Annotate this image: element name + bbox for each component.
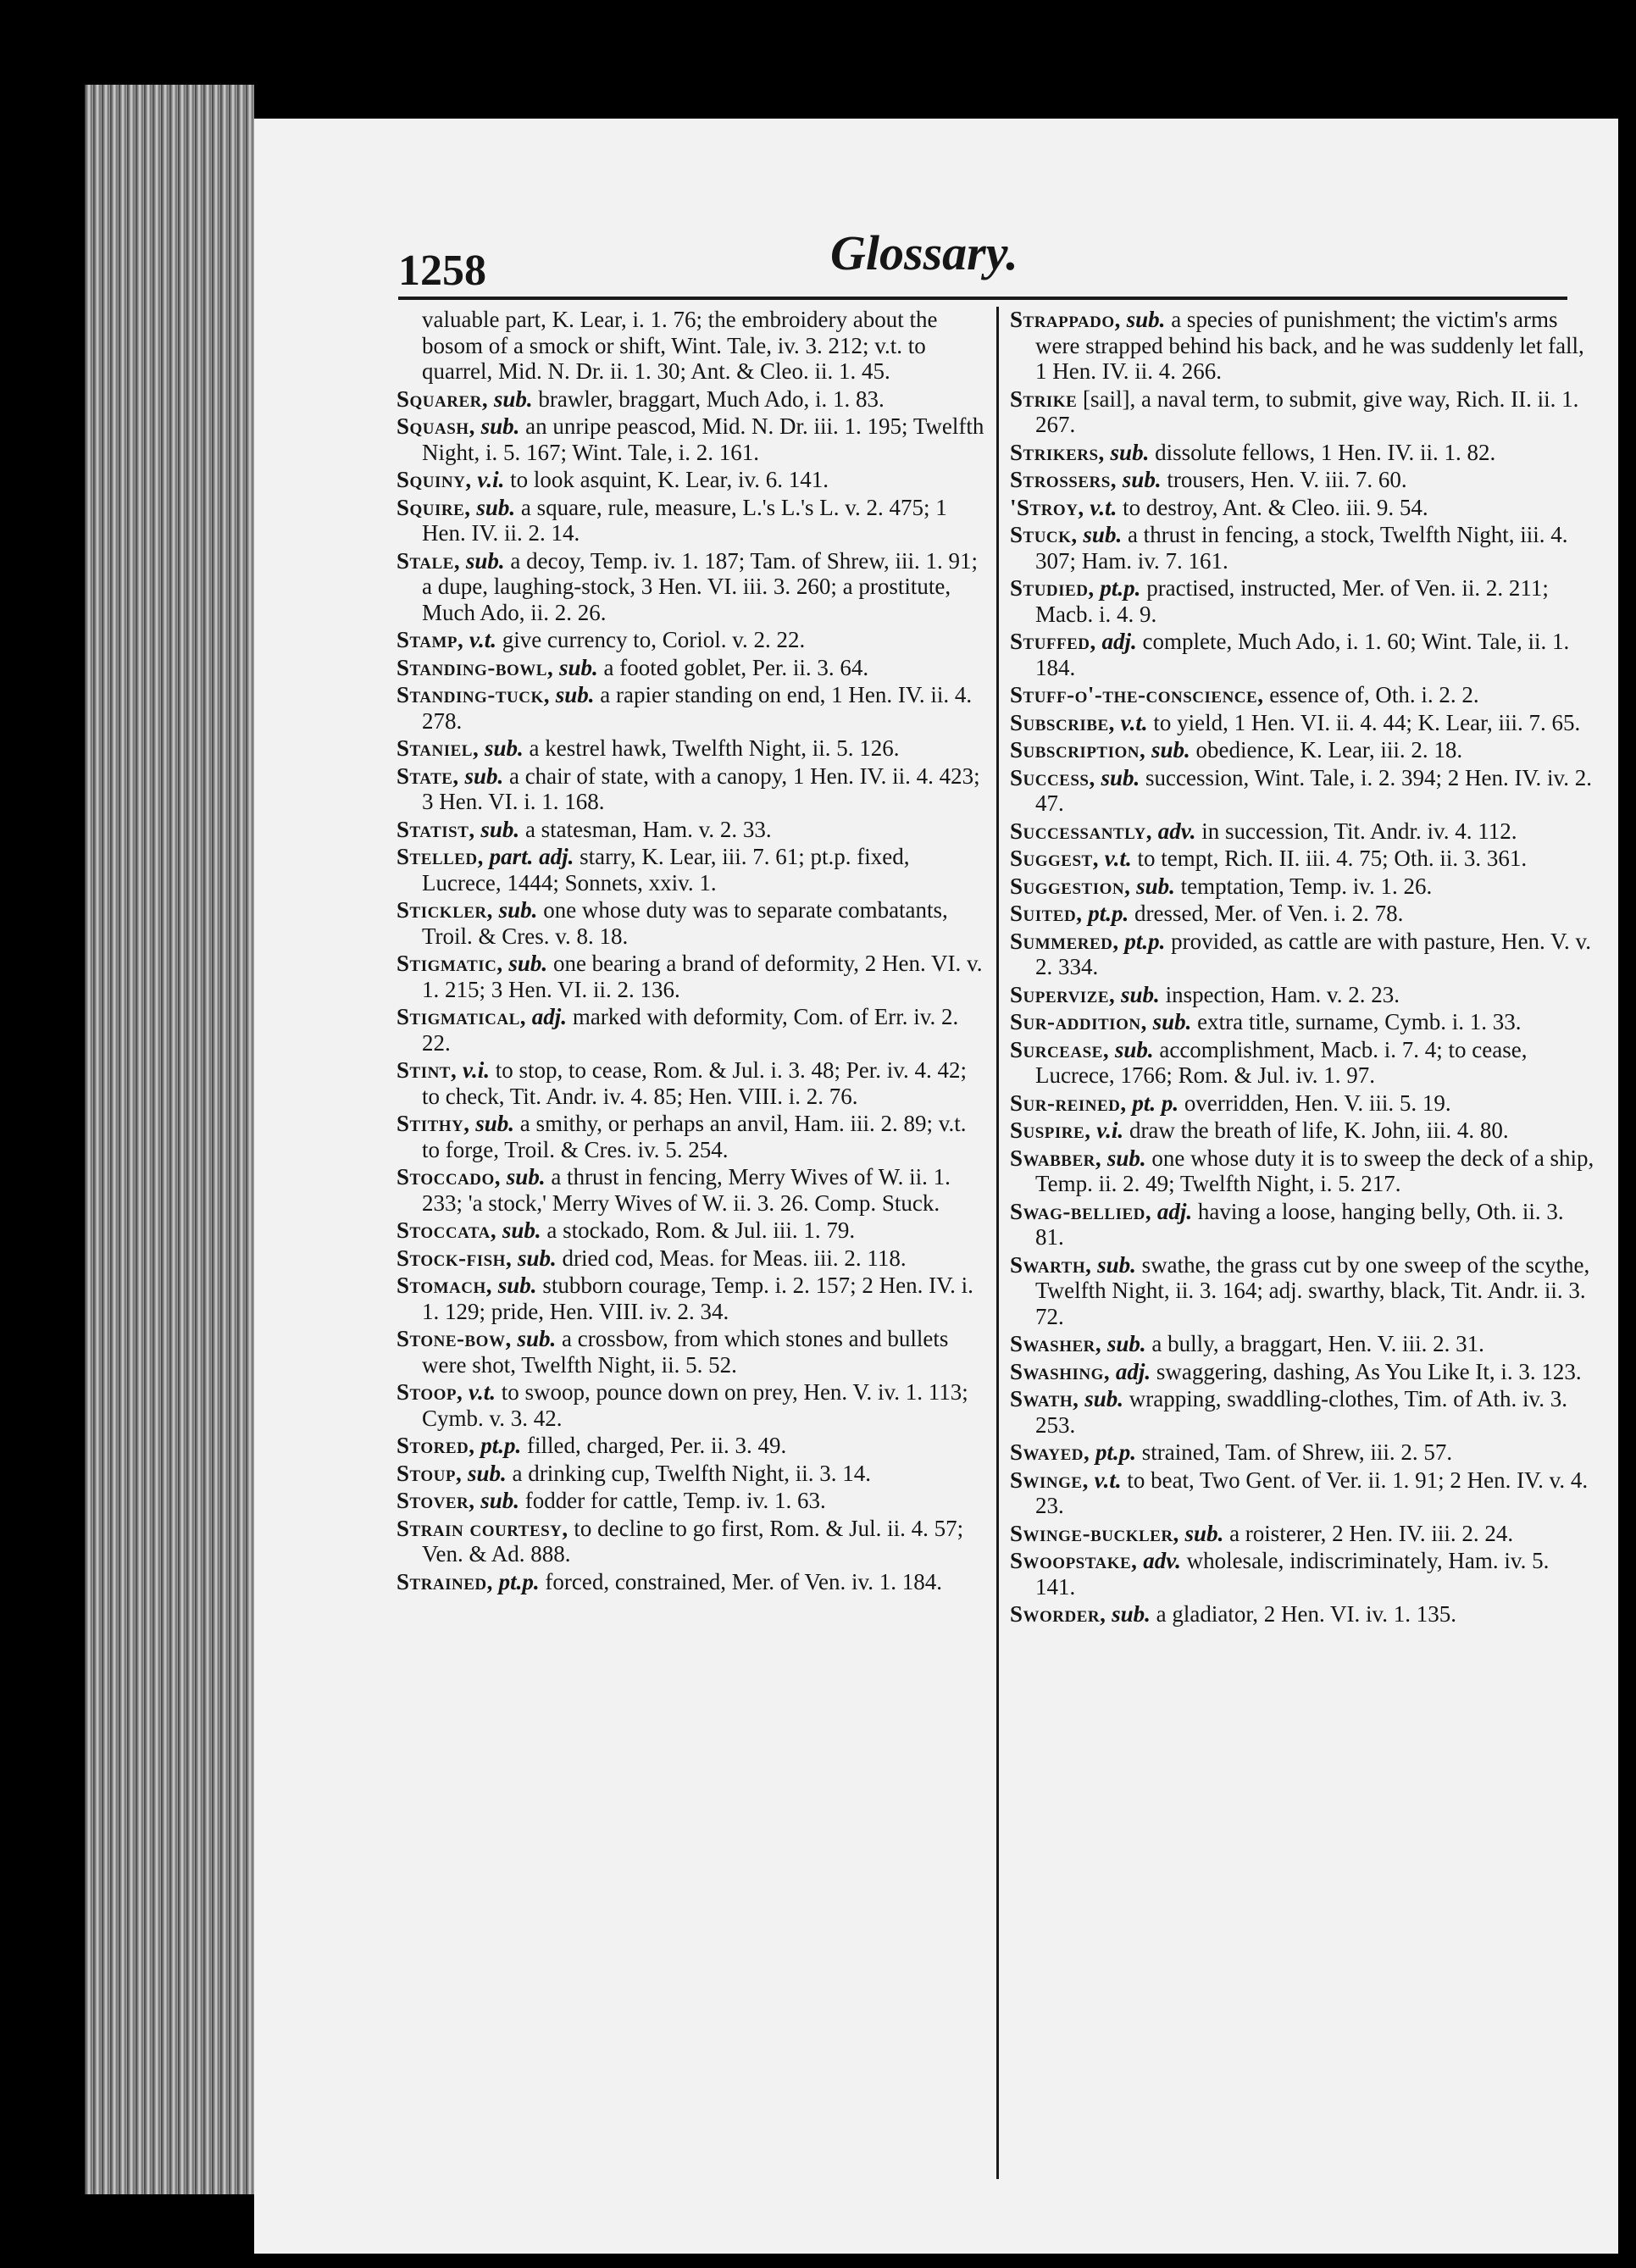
entry-headword: Sur-addition, <box>1010 1009 1147 1034</box>
entry-definition: to swoop, pounce down on prey, Hen. V. iv. 1. 113; Cymb. v. 3. 42. <box>422 1379 968 1431</box>
entry-definition: a statesman, Ham. v. 2. 33. <box>524 816 772 842</box>
entry-definition: to decline to go first, Rom. & Jul. ii. 4. 57; Ven. & Ad. 888. <box>422 1515 964 1567</box>
entry-definition: brawler, braggart, Much Ado, i. 1. 83. <box>538 385 885 412</box>
entry-part-of-speech: sub. <box>1106 1145 1146 1171</box>
entry-part-of-speech: sub. <box>1121 981 1160 1007</box>
entry-definition: trousers, Hen. V. iii. 7. 60. <box>1167 467 1407 492</box>
glossary-entry <box>397 897 990 949</box>
entry-definition: dried cod, Meas. for Meas. iii. 2. 118. <box>562 1245 907 1271</box>
entry-headword: Stomach, <box>397 1273 493 1298</box>
entry-headword: Surcease, <box>1010 1036 1110 1062</box>
entry-part-of-speech: sub. <box>1126 307 1166 332</box>
entry-definition: to beat, Two Gent. of Ver. ii. 1. 91; 2 Hen. IV. v. 4. 23. <box>1035 1467 1589 1518</box>
glossary-entry <box>1010 1252 1594 1330</box>
entry-headword: Squiny, <box>397 467 472 492</box>
glossary-entry <box>1010 575 1594 627</box>
entry-part-of-speech: sub. <box>464 762 504 789</box>
page-number: 1258 <box>398 247 486 295</box>
entry-definition: a footed goblet, Per. ii. 3. 64. <box>603 654 869 680</box>
entry-headword: Stoup, <box>397 1460 463 1486</box>
entry-part-of-speech: pt.p. <box>498 1568 540 1594</box>
entry-part-of-speech: pt.p. <box>1095 1439 1137 1465</box>
glossary-entry <box>1010 710 1594 736</box>
entry-headword: Stigmatical, <box>397 1004 527 1029</box>
entry-part-of-speech: adj. <box>531 1004 568 1029</box>
entry-headword: Swinge, <box>1010 1467 1089 1493</box>
glossary-entry <box>397 844 990 896</box>
entry-definition: a square, rule, measure, L.'s L.'s L. v. 2. 475; 1 Hen. IV. ii. 2. 14. <box>422 494 947 546</box>
entry-definition: filled, charged, Per. ii. 3. 49. <box>527 1433 787 1458</box>
entry-headword: Swasher, <box>1010 1331 1102 1356</box>
entry-part-of-speech: sub. <box>497 1273 537 1298</box>
glossary-entry <box>397 467 990 493</box>
entry-part-of-speech: sub. <box>484 735 524 761</box>
entry-part-of-speech: sub. <box>480 1488 520 1513</box>
glossary-entry <box>1010 1009 1594 1035</box>
entry-headword: Swarth, <box>1010 1251 1092 1278</box>
entry-definition: a chair of state, with a canopy, 1 Hen. IV. ii. 4. 423; 3 Hen. VI. i. 1. 168. <box>422 762 980 814</box>
entry-part-of-speech: v.i. <box>1096 1117 1124 1143</box>
entry-definition: marked with deformity, Com. of Err. iv. 2. 22. <box>422 1004 959 1056</box>
entry-definition: a rapier standing on end, 1 Hen. IV. ii. 4. 278. <box>422 682 973 734</box>
entry-definition: forced, constrained, Mer. of Ven. iv. 1. 184. <box>545 1568 943 1594</box>
glossary-entry <box>397 495 990 546</box>
entry-part-of-speech: sub. <box>1136 873 1175 899</box>
entry-definition: a roisterer, 2 Hen. IV. iii. 2. 24. <box>1229 1520 1514 1546</box>
entry-headword: State, <box>397 762 459 789</box>
entry-part-of-speech: sub. <box>558 654 598 680</box>
glossary-entry <box>397 1569 990 1595</box>
entry-part-of-speech: v.t. <box>469 627 497 652</box>
entry-definition: practised, instructed, Mer. of Ven. ii. 2. 211; Macb. i. 4. 9. <box>1035 575 1549 627</box>
entry-headword: Stuff-o'-the-conscience, <box>1010 682 1264 707</box>
entry-part-of-speech: sub. <box>517 1326 557 1351</box>
entry-definition: valuable part, K. Lear, i. 1. 76; the embroidery about the bosom of a smock or shift, Wint. Tale, iv. 3. 212; v.t. to quarrel, Mid. N. Dr. ii. 1. 30; Ant. & Cleo. ii. 1. 45. <box>422 307 938 384</box>
entry-headword: Squire, <box>397 494 471 520</box>
glossary-entry <box>1010 307 1594 385</box>
glossary-entry <box>1010 873 1594 900</box>
entry-headword: Stickler, <box>397 897 493 923</box>
entry-part-of-speech: adj. <box>1115 1358 1151 1384</box>
entry-headword: Swoopstake, <box>1010 1548 1138 1573</box>
entry-definition: one whose duty was to separate combatants, Troil. & Cres. v. 8. 18. <box>422 897 948 949</box>
glossary-entry <box>397 655 990 681</box>
glossary-entry <box>397 1245 990 1272</box>
glossary-entry <box>1010 1359 1594 1385</box>
entry-definition: succession, Wint. Tale, i. 2. 394; 2 Hen. IV. iv. 2. 47. <box>1035 764 1593 816</box>
entry-part-of-speech: sub. <box>517 1245 557 1271</box>
entry-headword: Swashing, <box>1010 1358 1111 1384</box>
entry-definition: draw the breath of life, K. John, iii. 4. 80. <box>1129 1117 1509 1143</box>
glossary-entry <box>1010 765 1594 817</box>
entry-definition: to destroy, Ant. & Cleo. iii. 9. 54. <box>1123 494 1428 520</box>
entry-headword: Stock-fish, <box>397 1245 513 1271</box>
glossary-entry <box>1010 495 1594 521</box>
glossary-entry <box>1010 1439 1594 1466</box>
entry-part-of-speech: v.t. <box>1094 1467 1122 1493</box>
entry-definition: give currency to, Coriol. v. 2. 22. <box>502 627 806 652</box>
glossary-entry <box>1010 1117 1594 1144</box>
entry-headword: Statist, <box>397 816 475 842</box>
entry-headword: Stoccado, <box>397 1164 502 1189</box>
column-divider <box>996 307 999 2179</box>
entry-definition: [sail], a naval term, to submit, give way, Rich. II. ii. 1. 267. <box>1035 385 1579 437</box>
entry-headword: Successantly, <box>1010 818 1153 844</box>
entry-part-of-speech: adj. <box>1101 629 1137 654</box>
entry-headword: Squash, <box>397 413 475 439</box>
entry-definition: a thrust in fencing, Merry Wives of W. ii. 1. 233; 'a stock,' Merry Wives of W. ii. 3. 26. Comp. Stuck. <box>422 1164 951 1216</box>
glossary-entry <box>397 951 990 1002</box>
glossary-entry <box>397 1326 990 1378</box>
entry-part-of-speech: sub. <box>1114 1036 1154 1062</box>
glossary-entry <box>1010 467 1594 493</box>
glossary-entry <box>1010 1467 1594 1519</box>
entry-part-of-speech: v.t. <box>1120 709 1148 735</box>
entry-headword: Swath, <box>1010 1386 1079 1411</box>
entry-definition: complete, Much Ado, i. 1. 60; Wint. Tale, ii. 1. 184. <box>1035 629 1570 680</box>
entry-part-of-speech: sub. <box>555 682 595 707</box>
right-column <box>1010 307 1594 1629</box>
glossary-entry <box>1010 1548 1594 1600</box>
entry-headword: Stone-bow, <box>397 1326 512 1351</box>
entry-definition: to yield, 1 Hen. VI. ii. 4. 44; K. Lear, iii. 7. 65. <box>1153 709 1581 735</box>
entry-headword: Swabber, <box>1010 1145 1102 1171</box>
glossary-entry <box>397 548 990 626</box>
entry-part-of-speech: part. adj. <box>489 844 574 869</box>
entry-headword: Suited, <box>1010 901 1083 926</box>
glossary-entry <box>397 1111 990 1162</box>
entry-part-of-speech: v.i. <box>477 467 505 492</box>
entry-definition: a decoy, Temp. iv. 1. 187; Tam. of Shrew, iii. 1. 91; a dupe, laughing-stock, 3 Hen. VI. iii. 3. 260; a prostitute, Much Ado, ii. 2. 26. <box>422 547 979 625</box>
glossary-entry <box>397 1057 990 1109</box>
entry-definition: a species of punishment; the victim's arms were strapped behind his back, and he was suddenly let fall, 1 Hen. IV. ii. 4. 266. <box>1035 307 1584 384</box>
entry-definition: provided, as cattle are with pasture, Hen. V. v. 2. 334. <box>1035 928 1592 979</box>
entry-part-of-speech: sub. <box>480 413 520 439</box>
entry-part-of-speech: sub. <box>1106 1331 1146 1356</box>
entry-part-of-speech: v.t. <box>1104 846 1132 871</box>
entry-definition: accomplishment, Macb. i. 7. 4; to cease, Lucrece, 1766; Rom. & Jul. iv. 1. 97. <box>1035 1036 1528 1088</box>
glossary-entry <box>397 1164 990 1216</box>
glossary-entry <box>1010 1145 1594 1197</box>
glossary-entry <box>1010 1331 1594 1357</box>
entry-definition: swaggering, dashing, As You Like It, i. 3. 123. <box>1156 1358 1582 1384</box>
entry-definition: to look asquint, K. Lear, iv. 6. 141. <box>510 467 829 492</box>
entry-part-of-speech: sub. <box>508 951 548 976</box>
entry-definition: fodder for cattle, Temp. iv. 1. 63. <box>524 1488 826 1513</box>
entry-headword: Standing-bowl, <box>397 654 554 680</box>
glossary-entry <box>1010 1601 1594 1628</box>
entry-part-of-speech: sub. <box>1122 467 1162 492</box>
book-page-edges <box>85 85 254 2194</box>
glossary-entry <box>1010 1521 1594 1547</box>
entry-part-of-speech: sub. <box>465 547 505 574</box>
entry-headword: Stoccata, <box>397 1217 497 1243</box>
entry-headword: Sworder, <box>1010 1601 1106 1627</box>
entry-definition: wholesale, indiscriminately, Ham. iv. 5. 141. <box>1035 1548 1550 1600</box>
entry-definition: a smithy, or perhaps an anvil, Ham. iii. 2. 89; v.t. to forge, Troil. & Cres. iv. 5. 254. <box>422 1111 967 1162</box>
entry-part-of-speech: sub. <box>502 1217 541 1243</box>
entry-definition: one bearing a brand of deformity, 2 Hen. VI. v. 1. 215; 3 Hen. VI. ii. 2. 136. <box>422 951 983 1002</box>
entry-definition: dissolute fellows, 1 Hen. IV. ii. 1. 82. <box>1155 439 1496 465</box>
entry-part-of-speech: v.i. <box>462 1057 490 1083</box>
entry-definition: wrapping, swaddling-clothes, Tim. of Ath. iv. 3. 253. <box>1035 1386 1567 1438</box>
entry-headword: Stover, <box>397 1488 475 1513</box>
entry-part-of-speech: sub. <box>480 816 520 842</box>
entry-headword: Strain courtesy, <box>397 1515 568 1541</box>
left-column <box>397 307 990 1596</box>
entry-headword: Stale, <box>397 547 461 574</box>
entry-part-of-speech: adj. <box>1156 1198 1193 1224</box>
entry-definition: essence of, Oth. i. 2. 2. <box>1269 682 1479 707</box>
entry-part-of-speech: v.t. <box>1090 494 1117 520</box>
entry-headword: Stored, <box>397 1433 475 1458</box>
entry-definition: starry, K. Lear, iii. 7. 61; pt.p. fixed, Lucrece, 1444; Sonnets, xxiv. 1. <box>422 844 910 896</box>
entry-definition: a bully, a braggart, Hen. V. iii. 2. 31. <box>1151 1331 1484 1356</box>
entry-definition: a stockado, Rom. & Jul. iii. 1. 79. <box>546 1217 856 1243</box>
entry-headword: Squarer, <box>397 385 489 412</box>
entry-definition: strained, Tam. of Shrew, iii. 2. 57. <box>1141 1439 1453 1465</box>
glossary-entry <box>1010 522 1594 574</box>
entry-definition: extra title, surname, Cymb. i. 1. 33. <box>1197 1009 1522 1034</box>
entry-headword: Strike <box>1010 385 1078 412</box>
glossary-entry <box>1010 982 1594 1008</box>
glossary-entry <box>397 627 990 653</box>
entry-part-of-speech: pt.p. <box>1100 575 1141 601</box>
entry-headword: Supervize, <box>1010 981 1116 1007</box>
entry-part-of-speech: sub. <box>1084 1386 1123 1411</box>
glossary-entry <box>397 386 990 413</box>
entry-part-of-speech: pt.p. <box>1088 901 1129 926</box>
glossary-entry <box>397 1488 990 1514</box>
entry-part-of-speech: sub. <box>1152 1009 1192 1034</box>
glossary-entry <box>397 1516 990 1567</box>
entry-part-of-speech: sub. <box>506 1164 546 1189</box>
entry-headword: Stoop, <box>397 1379 463 1405</box>
glossary-entry <box>1010 901 1594 927</box>
glossary-entry <box>1010 818 1594 845</box>
glossary-entry <box>397 1461 990 1487</box>
entry-headword: Sur-reined, <box>1010 1090 1127 1116</box>
entry-definition: obedience, K. Lear, iii. 2. 18. <box>1195 737 1463 762</box>
entry-part-of-speech: sub. <box>1110 439 1150 465</box>
entry-headword: Success, <box>1010 764 1095 790</box>
entry-part-of-speech: v.t. <box>469 1379 496 1405</box>
entry-headword: Subscribe, <box>1010 709 1115 735</box>
glossary-entry <box>397 817 990 843</box>
entry-headword: Staniel, <box>397 735 480 761</box>
entry-definition: a thrust in fencing, a stock, Twelfth Night, iii. 4. 307; Ham. iv. 7. 161. <box>1035 522 1568 574</box>
entry-headword: Studied, <box>1010 575 1095 601</box>
entry-headword: Swag-bellied, <box>1010 1198 1152 1224</box>
entry-headword: 'Stroy, <box>1010 494 1084 520</box>
entry-part-of-speech: pt.p. <box>480 1433 522 1458</box>
entry-headword: Strained, <box>397 1568 493 1594</box>
entry-part-of-speech: sub. <box>1151 737 1190 762</box>
entry-headword: Strossers, <box>1010 467 1117 492</box>
entry-part-of-speech: sub. <box>1101 764 1140 790</box>
entry-definition: having a loose, hanging belly, Oth. ii. 3. 81. <box>1035 1198 1564 1250</box>
entry-definition: overridden, Hen. V. iii. 5. 19. <box>1184 1090 1451 1116</box>
entry-headword: Strikers, <box>1010 439 1105 465</box>
glossary-entry <box>1010 440 1594 466</box>
entry-definition: a drinking cup, Twelfth Night, ii. 3. 14. <box>512 1460 872 1486</box>
glossary-entry <box>1010 386 1594 438</box>
entry-definition: to stop, to cease, Rom. & Jul. i. 3. 48; Per. iv. 4. 42; to check, Tit. Andr. iv. 4. 85; Hen. VIII. i. 2. 76. <box>422 1057 967 1109</box>
glossary-entry <box>397 763 990 815</box>
entry-definition: stubborn courage, Temp. i. 2. 157; 2 Hen. IV. i. 1. 129; pride, Hen. VIII. iv. 2. 34. <box>422 1273 973 1324</box>
glossary-entry <box>1010 1090 1594 1117</box>
entry-definition: to tempt, Rich. II. iii. 4. 75; Oth. ii. 3. 361. <box>1137 846 1528 871</box>
entry-headword: Suggest, <box>1010 846 1099 871</box>
glossary-entry <box>397 1004 990 1056</box>
entry-part-of-speech: sub. <box>475 1111 515 1136</box>
entry-headword: Subscription, <box>1010 737 1146 762</box>
entry-definition: a kestrel hawk, Twelfth Night, ii. 5. 126. <box>529 735 900 761</box>
entry-definition: one whose duty it is to sweep the deck of a ship, Temp. ii. 2. 49; Twelfth Night, i. 5. 217. <box>1035 1145 1594 1196</box>
entry-headword: Stint, <box>397 1057 458 1083</box>
entry-part-of-speech: sub. <box>1083 522 1123 547</box>
glossary-entry <box>1010 629 1594 680</box>
glossary-entry <box>1010 682 1594 708</box>
entry-headword: Stamp, <box>397 627 464 652</box>
glossary-entry <box>1010 1199 1594 1250</box>
entry-headword: Swayed, <box>1010 1439 1090 1465</box>
glossary-entry <box>1010 737 1594 763</box>
glossary-entry <box>397 307 990 385</box>
entry-part-of-speech: sub. <box>498 897 538 923</box>
entry-part-of-speech: sub. <box>476 494 516 520</box>
running-head-title: Glossary. <box>830 225 1018 280</box>
entry-headword: Stigmatic, <box>397 951 503 976</box>
entry-definition: swathe, the grass cut by one sweep of the scythe, Twelfth Night, ii. 3. 164; adj. swarthy, black, Tit. Andr. ii. 3. 72. <box>1035 1251 1590 1329</box>
glossary-entry <box>1010 1037 1594 1089</box>
entry-part-of-speech: sub. <box>1112 1601 1151 1627</box>
glossary-entry <box>1010 846 1594 872</box>
entry-part-of-speech: pt. p. <box>1132 1090 1179 1116</box>
glossary-entry <box>1010 1386 1594 1438</box>
entry-part-of-speech: sub. <box>1097 1251 1136 1278</box>
entry-headword: Suspire, <box>1010 1117 1091 1143</box>
glossary-entry <box>397 1273 990 1324</box>
entry-headword: Suggestion, <box>1010 873 1131 899</box>
entry-headword: Stuck, <box>1010 522 1078 547</box>
entry-headword: Standing-tuck, <box>397 682 550 707</box>
entry-definition: an unripe peascod, Mid. N. Dr. iii. 1. 195; Twelfth Night, i. 5. 167; Wint. Tale, i. 2. 161. <box>422 413 984 465</box>
entry-part-of-speech: sub. <box>493 385 533 412</box>
entry-definition: in succession, Tit. Andr. iv. 4. 112. <box>1201 818 1517 844</box>
header-rule <box>398 297 1567 300</box>
entry-definition: dressed, Mer. of Ven. i. 2. 78. <box>1134 901 1404 926</box>
glossary-entry <box>397 1379 990 1431</box>
entry-part-of-speech: adv. <box>1157 818 1196 844</box>
glossary-entry <box>397 682 990 734</box>
entry-headword: Stuffed, <box>1010 629 1096 654</box>
entry-headword: Strappado, <box>1010 307 1121 332</box>
glossary-entry <box>397 1433 990 1459</box>
entry-headword: Swinge-buckler, <box>1010 1520 1179 1546</box>
entry-definition: temptation, Temp. iv. 1. 26. <box>1180 873 1433 899</box>
entry-part-of-speech: sub. <box>467 1460 507 1486</box>
entry-definition: inspection, Ham. v. 2. 23. <box>1165 981 1400 1007</box>
entry-part-of-speech: pt.p. <box>1124 928 1166 954</box>
glossary-page <box>254 119 1618 2254</box>
glossary-entry <box>397 413 990 465</box>
entry-headword: Stithy, <box>397 1111 470 1136</box>
entry-part-of-speech: sub. <box>1184 1520 1224 1546</box>
glossary-entry <box>397 1217 990 1244</box>
entry-part-of-speech: adv. <box>1143 1548 1181 1573</box>
entry-definition: a crossbow, from which stones and bullets were shot, Twelfth Night, ii. 5. 52. <box>422 1326 949 1378</box>
glossary-entry <box>1010 929 1594 980</box>
glossary-entry <box>397 735 990 762</box>
entry-definition: a gladiator, 2 Hen. VI. iv. 1. 135. <box>1156 1601 1457 1627</box>
entry-headword: Stelled, <box>397 844 484 869</box>
entry-headword: Summered, <box>1010 928 1119 954</box>
